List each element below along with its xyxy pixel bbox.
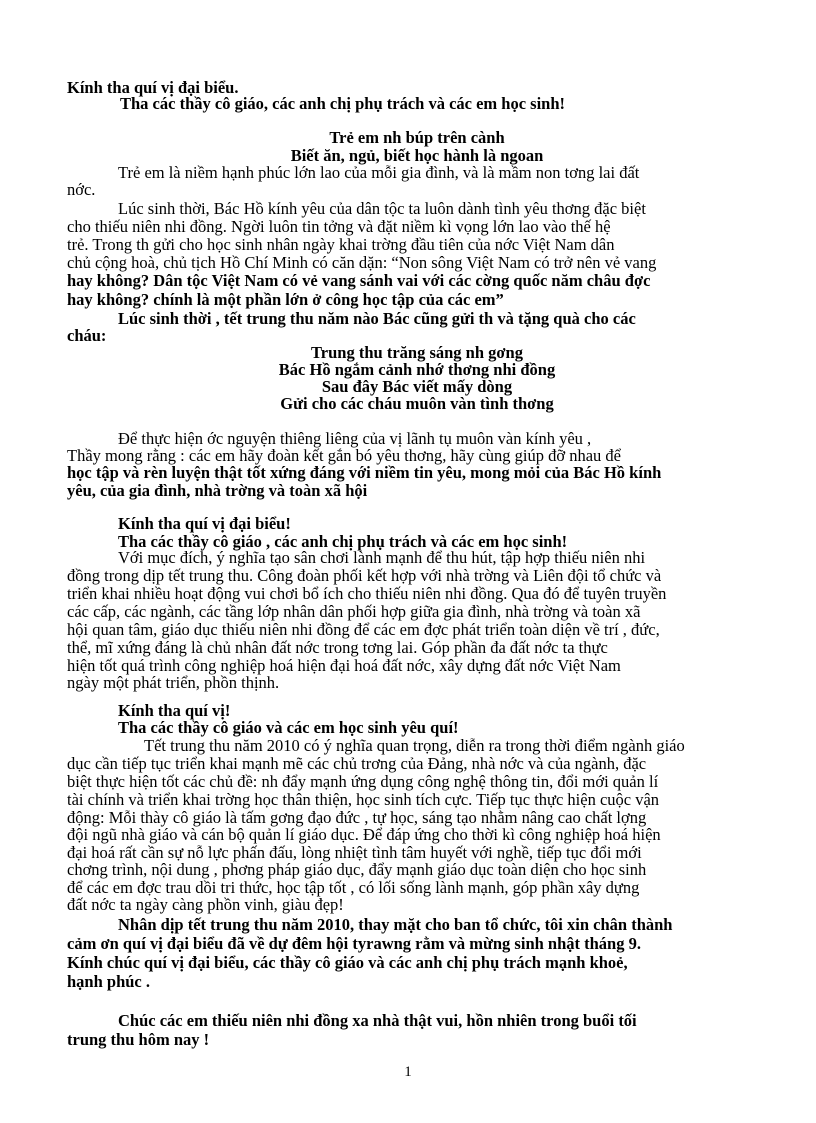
greeting-line: Kính tha quí vị đại biểu! (118, 515, 291, 533)
paragraph-line: triển khai nhiều hoạt động vui chơi bổ ích cho thiếu niên nhi đồng. Qua đó để tuyên truyền (67, 585, 667, 603)
paragraph-line: ngày một phát triển, phồn thịnh. (67, 674, 280, 692)
paragraph-line: tài chính và triển khai trờng học thân thiện, học sinh tích cực. Tiếp tục thực hiện cuộc vận (67, 791, 660, 809)
paragraph-line: Thầy mong rằng : các em hãy đoàn kết gắn bó yêu thơng, hãy cùng giúp đỡ nhau để (67, 447, 622, 465)
paragraph-line: động: Mỗi thày cô giáo là tấm gơng đạo đức , tự học, sáng tạo nhằm nâng cao chất lợng (67, 809, 647, 827)
paragraph-line: các cấp, các ngành, các tầng lớp nhân dân phối hợp giữa gia đình, nhà trờng và toàn xã (67, 603, 641, 621)
paragraph-line: hội quan tâm, giáo dục thiếu niên nhi đồng để các em đợc phát triển toàn diện về trí , đức, (67, 621, 660, 639)
paragraph-line: Tết trung thu năm 2010 có ý nghĩa quan trọng, diễn ra trong thời điểm ngành giáo (144, 737, 685, 755)
paragraph-line: học tập và rèn luyện thật tốt xứng đáng với niềm tin yêu, mong mỏi của Bác Hồ kính (67, 464, 662, 482)
paragraph-line: cảm ơn quí vị đại biểu đã về dự đêm hội tyrawng rằm và mừng sinh nhật tháng 9. (67, 935, 641, 953)
paragraph-line: Lúc sinh thời , tết trung thu năm nào Bác cũng gửi th và tặng quà cho các (118, 310, 636, 328)
verse-line: Sau đây Bác viết mấy dòng (321, 378, 513, 396)
paragraph-line: trung thu hôm nay ! (67, 1031, 210, 1049)
paragraph-line: chủ cộng hoà, chủ tịch Hồ Chí Minh có căn dặn: “Non sông Việt Nam có trở nên vẻ vang (67, 254, 657, 272)
verse-line: Trung thu trăng sáng nh gơng (311, 344, 523, 362)
paragraph-line: đất nớc ta ngày càng phồn vinh, giàu đẹp! (67, 896, 344, 914)
paragraph-line: Nhân dịp tết trung thu năm 2010, thay mặt cho ban tổ chức, tôi xin chân thành (118, 916, 673, 934)
verse-line: Trẻ em nh búp trên cành (329, 129, 505, 147)
paragraph-line: chơng trình, nội dung , phơng pháp giáo dục, đẩy mạnh giáo dục toàn diện cho học sinh (67, 861, 647, 879)
verse-line: Biết ăn, ngủ, biết học hành là ngoan (290, 147, 544, 165)
paragraph-line: Lúc sinh thời, Bác Hồ kính yêu của dân tộc ta luôn dành tình yêu thơng đặc biệt (118, 200, 646, 218)
greeting-line: Tha các thầy cô giáo, các anh chị phụ trách và các em học sinh! (120, 95, 566, 113)
greeting-line: Kính tha quí vị! (118, 702, 231, 720)
paragraph-line: hay không? chính là một phần lớn ở công học tập của các em” (67, 291, 504, 309)
paragraph-line: đồng trong dịp tết trung thu. Công đoàn phối kết hợp với nhà trờng và Liên đội tổ chức và (67, 567, 662, 585)
paragraph-line: Kính chúc quí vị đại biểu, các thầy cô giáo và các anh chị phụ trách mạnh khoẻ, (67, 954, 628, 972)
paragraph-line: cho thiếu niên nhi đồng. Ngời luôn tin tởng và đặt niềm kì vọng lớn lao vào thế hệ (67, 218, 611, 236)
paragraph-line: biệt thực hiện tốt các chủ đề: nh đẩy mạnh ứng dụng công nghệ thông tin, đổi mới quản lí (67, 773, 659, 791)
page-number: 1 (404, 1064, 412, 1080)
paragraph-line: cháu: (67, 327, 107, 345)
paragraph-line: hiện tốt quá trình công nghiệp hoá hiện đại hoá đất nớc, xây dựng đất nớc Việt Nam (67, 657, 621, 675)
paragraph-line: thể, mĩ xứng đáng là chủ nhân đất nớc trong tơng lai. Góp phần đa đất nớc ta thực (67, 639, 608, 657)
paragraph-line: yêu, của gia đình, nhà trờng và toàn xã hội (67, 482, 368, 500)
paragraph-line: trẻ. Trong th gửi cho học sinh nhân ngày khai trờng đầu tiên của nớc Việt Nam dân (67, 236, 615, 254)
verse-line: Bác Hồ ngắm cảnh nhớ thơng nhi đồng (278, 361, 556, 379)
greeting-line: Kính tha quí vị đại biểu. (67, 79, 239, 97)
paragraph-line: để các em đợc trau dồi tri thức, học tập tốt , có lối sống lành mạnh, góp phần xây dựng (67, 879, 640, 897)
paragraph-line: Trẻ em là niềm hạnh phúc lớn lao của mỗi gia đình, và là mầm non tơng lai đất (118, 164, 640, 182)
paragraph-line: đội ngũ nhà giáo và cán bộ quản lí giáo dục. Để đáp ứng cho thời kì công nghiệp hoá hiện (67, 826, 661, 844)
greeting-line: Tha các thầy cô giáo và các em học sinh yêu quí! (118, 719, 459, 737)
paragraph-line: Để thực hiện ớc nguyện thiêng liêng của vị lãnh tụ muôn vàn kính yêu , (118, 430, 592, 448)
paragraph-line: đại hoá rất cần sự nỗ lực phấn đấu, lòng nhiệt tình tâm huyết với nghề, tiếp tục đổi mới (67, 844, 642, 862)
paragraph-line: dục cần tiếp tục triển khai mạnh mẽ các chủ trơng của Đảng, nhà nớc và của ngành, đặc (67, 755, 647, 773)
paragraph-line: hay không? Dân tộc Việt Nam có vẻ vang sánh vai với các cờng quốc năm châu đợc (67, 272, 651, 290)
paragraph-line: hạnh phúc . (67, 973, 151, 991)
paragraph-line: Chúc các em thiếu niên nhi đồng xa nhà thật vui, hồn nhiên trong buổi tối (118, 1012, 637, 1030)
paragraph-line: nớc. (67, 181, 96, 199)
greeting-line: Tha các thầy cô giáo , các anh chị phụ trách và các em học sinh! (118, 533, 568, 551)
verse-line: Gửi cho các cháu muôn vàn tình thơng (280, 395, 554, 413)
paragraph-line: Với mục đích, ý nghĩa tạo sân chơi lành mạnh để thu hút, tập hợp thiếu niên nhi (118, 549, 646, 567)
